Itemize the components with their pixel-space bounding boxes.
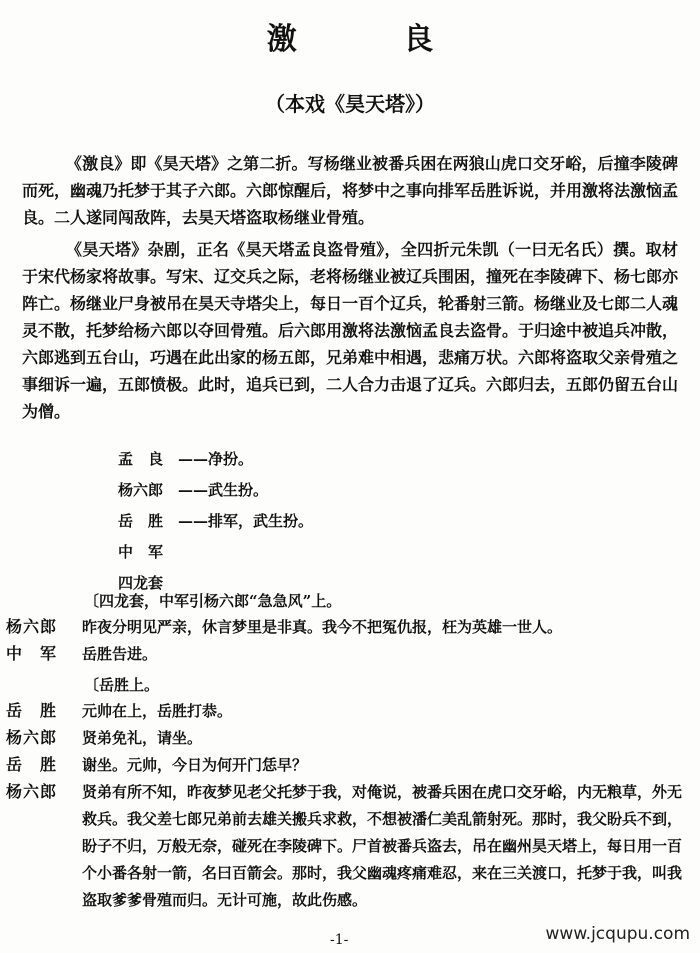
cast-item: 岳 胜 ——排军，武生扮。 [118,512,314,530]
page-number: -1- [330,932,349,948]
stage-direction: 〔岳胜上。 [84,676,160,694]
intro-paragraph-1: 《激良》即《昊天塔》之第二折。写杨继业被番兵困在两狼山虎口交牙峪，后撞李陵碑而死，幽魂乃托梦于其子六郎。六郎惊醒后，将梦中之事向排军岳胜诉说，并用激将法激恼孟良。二人遂同闯敌阵，去昊天塔盗取杨继业骨殖。 [22,154,679,227]
cast-item: 孟 良 ——净扮。 [118,450,254,468]
dialogue-block [6,614,696,668]
cast-item: 杨六郎 ——武生扮。 [118,481,269,499]
dialogue-line: 岳 胜 元帅在上，岳胜打恭。 [6,701,233,720]
stage-direction: 〔四龙套，中军引杨六郎“急急风”上。 [84,592,342,610]
dialogue-line: 岳 胜 谢坐。元帅，今日为何开门恁早？ [6,755,308,774]
play-subtitle: （本戏《昊天塔》） [265,92,435,116]
intro-paragraph-2: 《昊天塔》杂剧，正名《昊天塔孟良盗骨殖》，全四折元朱凯（一曰无名氏）撰。取材于宋代杨家将故事。写宋、辽交兵之际，老将杨继业被辽兵围困，撞死在李陵碑下、杨七郎亦阵亡。杨继业尸身被吊在昊天寺塔尖上，每日一百个辽兵，轮番射三箭。杨继业及七郎二人魂灵不散，托梦给杨六郎以夺回骨殖。后六郎用激将法激恼孟良去盗骨。于归途中被追兵冲散，六郎逃到五台山，巧遇在此出家的杨五郎，兄弟难中相遇，悲痛万状。六郎将盗取父亲骨殖之事细诉一遍，五郎愤极。此时，追兵已到，二人合力击退了辽兵。六郎归去，五郎仍留五台山为僧。 [22,240,679,421]
cast-item: 中 军 [118,543,164,561]
cast-list [118,444,518,599]
dialogue-line: 杨六郎 贤弟有所不知，昨夜梦见老父托梦于我，对俺说，被番兵困在虎口交牙峪，内无粮草，外无救兵。我父差七郎兄弟前去雄关搬兵求救，不想被潘仁美乱箭射死。那时，我父盼兵不到，盼子不归，万般无奈，碰死在李陵碑下。尸首被番兵盗去，吊在幽州昊天塔上，每日用一百个小番各射一箭，名曰百箭会。那时，我父幽魂疼痛难忍，来在三关渡口，托梦于我，叫我盗取爹爹骨殖而归。无计可施，故此伤感。 [6,782,683,909]
dialogue-line: 杨六郎 贤弟免礼，请坐。 [6,728,203,747]
cast-item: 四龙套 [118,574,164,592]
dialogue-line: 杨六郎 昨夜分明见严亲，休言梦里是非真。我今不把冤仇报，枉为英雄一世人。 [6,617,563,636]
dialogue-line: 中 军 岳胜告进。 [6,644,158,663]
site-watermark: www.jcqupu.com [545,924,690,944]
dialogue-block [6,698,696,914]
play-title: 激 良 [266,22,482,57]
